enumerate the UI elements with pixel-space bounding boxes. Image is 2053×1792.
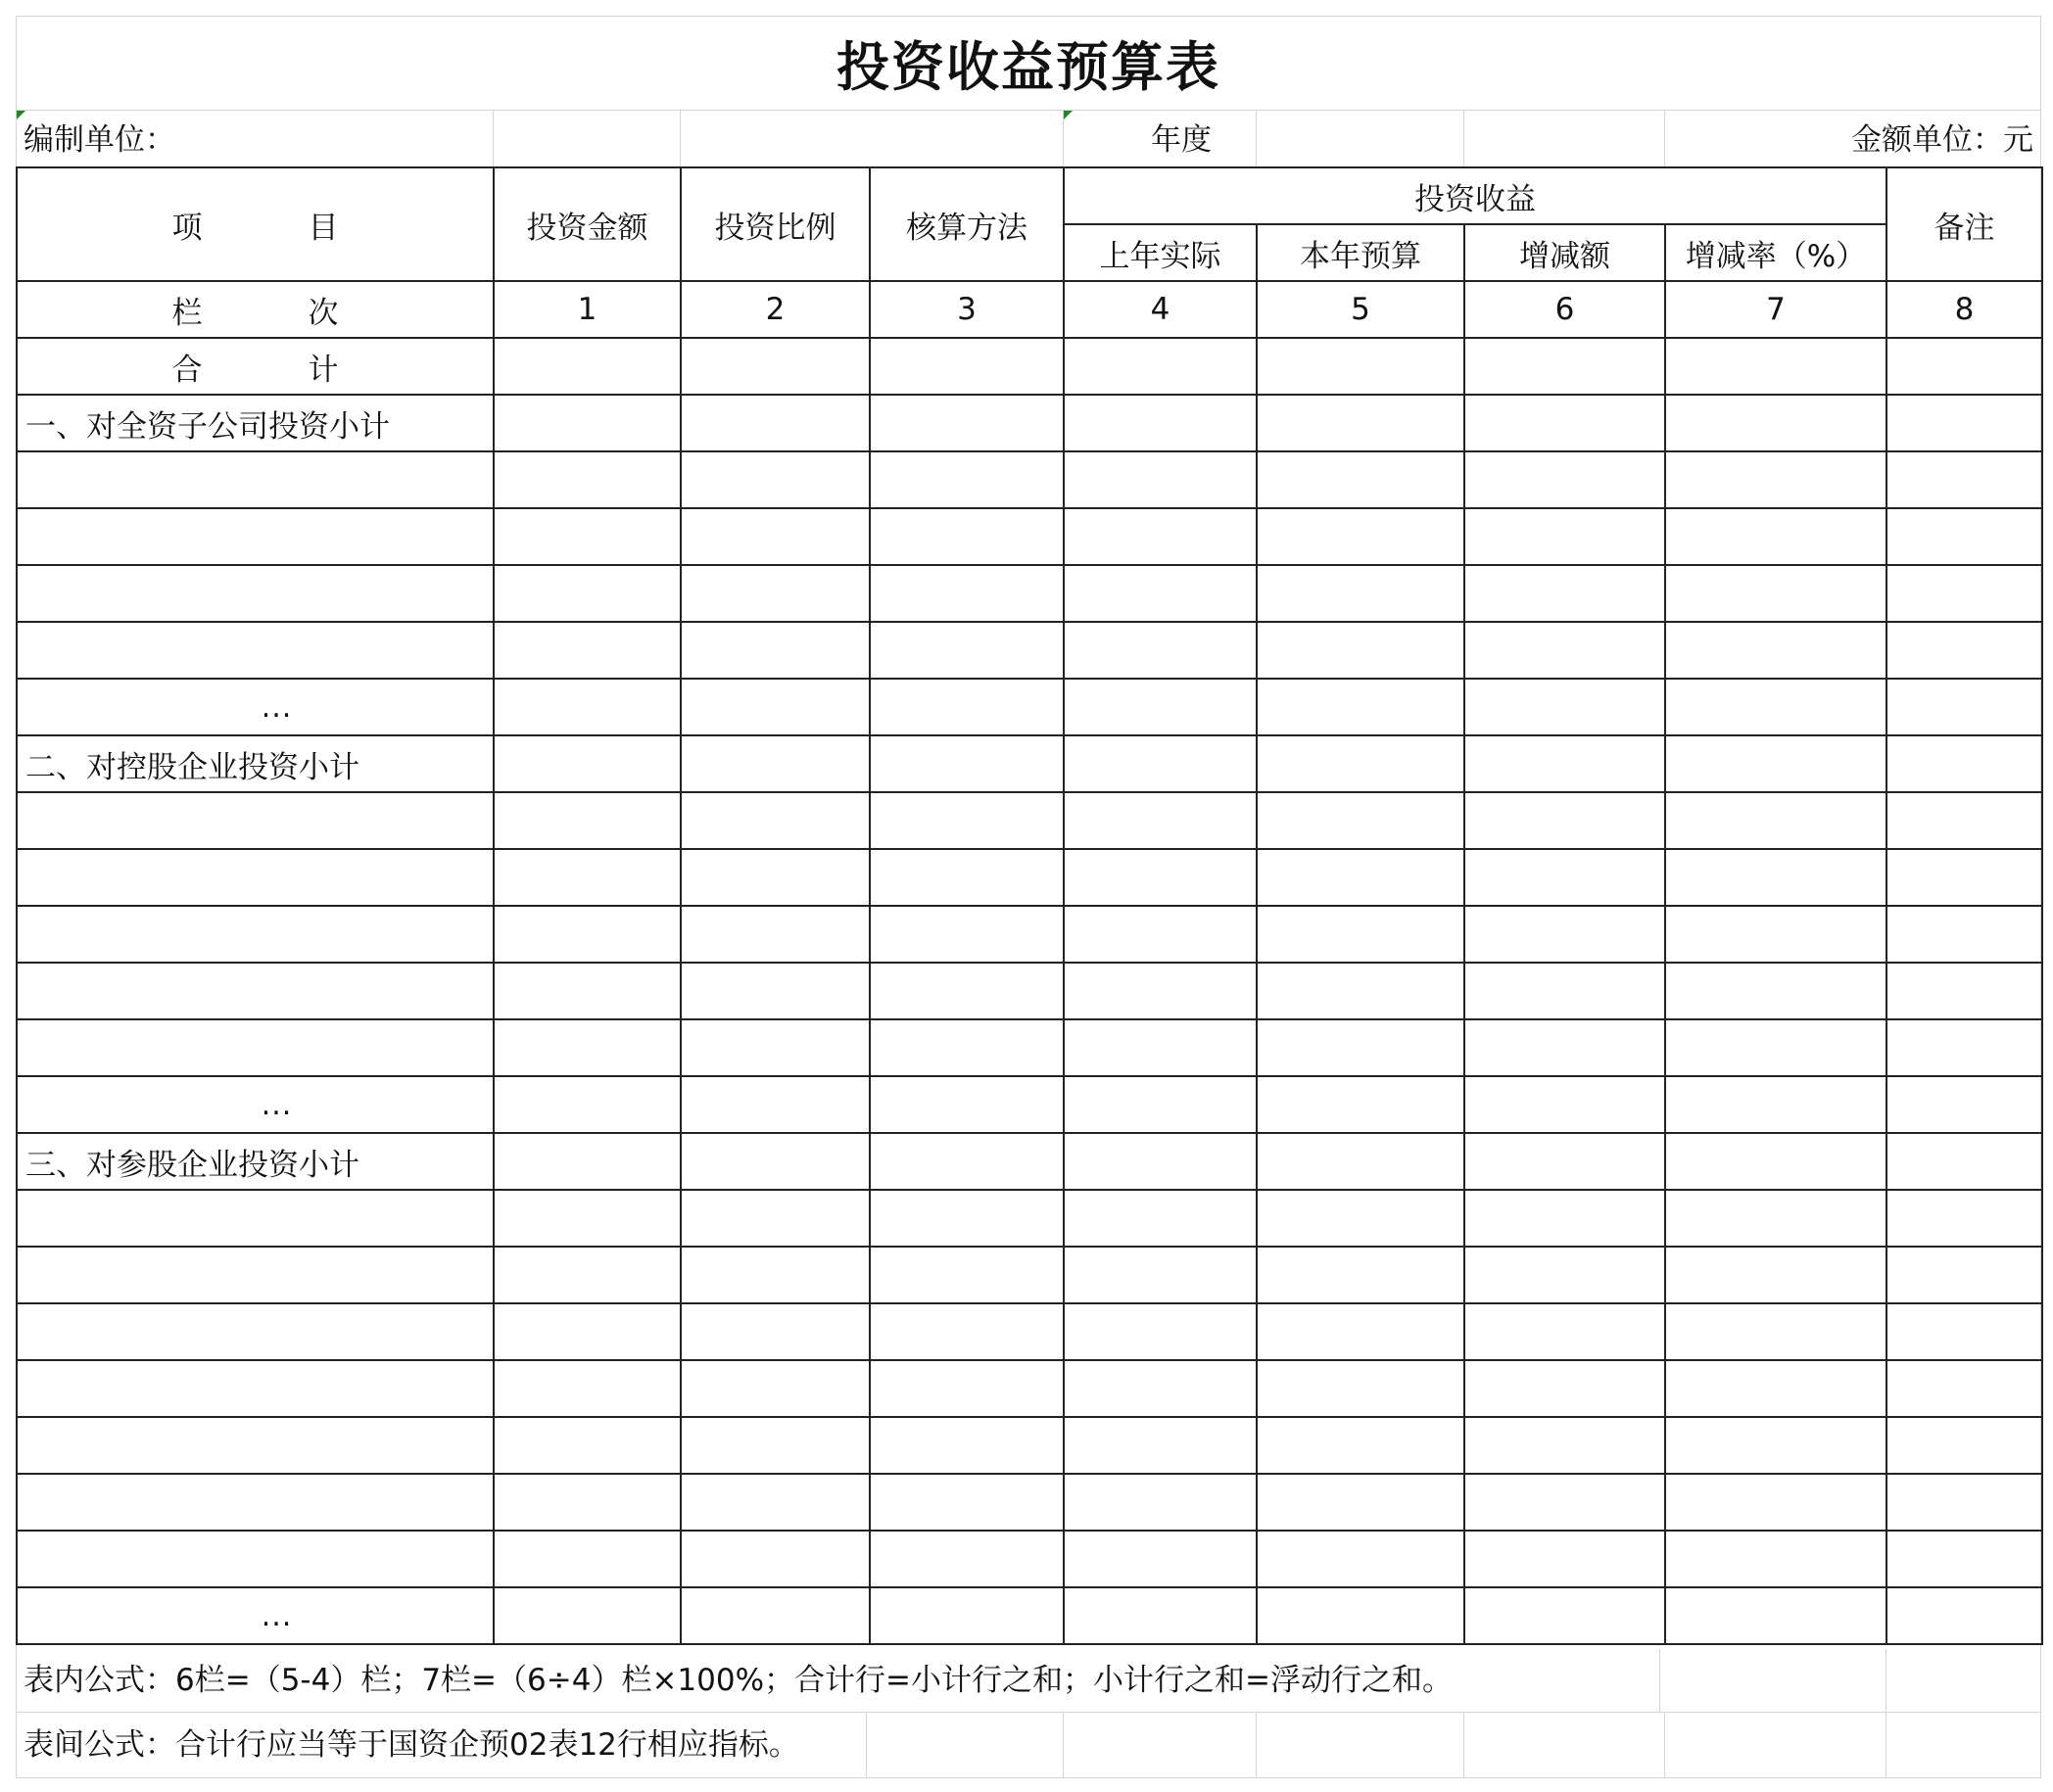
- table-cell[interactable]: [1886, 792, 2042, 849]
- table-cell[interactable]: [1665, 508, 1886, 565]
- table-cell[interactable]: [1464, 1587, 1665, 1644]
- unit-label: 编制单位：: [24, 122, 175, 158]
- section3-blank-rows: [17, 1190, 2042, 1644]
- table-cell[interactable]: [1064, 1417, 1257, 1474]
- table-cell[interactable]: [1064, 679, 1257, 735]
- table-cell[interactable]: [681, 395, 870, 451]
- table-cell[interactable]: [1886, 1587, 2042, 1644]
- table-cell[interactable]: [1886, 849, 2042, 906]
- table-cell[interactable]: [1886, 1019, 2042, 1076]
- column-number: 4: [1064, 281, 1257, 338]
- table-cell[interactable]: [681, 849, 870, 906]
- table-cell[interactable]: [870, 906, 1064, 963]
- table-cell[interactable]: [494, 1587, 681, 1644]
- section-row: [17, 395, 2042, 451]
- table-cell[interactable]: [1665, 679, 1886, 735]
- table-cell[interactable]: [17, 622, 494, 679]
- table-cell[interactable]: [17, 792, 494, 849]
- ellipsis-cell: [17, 679, 494, 735]
- table-cell[interactable]: [494, 1417, 681, 1474]
- table-cell[interactable]: [1886, 1360, 2042, 1417]
- table-cell[interactable]: [1064, 1587, 1257, 1644]
- table-cell[interactable]: [1464, 792, 1665, 849]
- table-cell[interactable]: [17, 906, 494, 963]
- table-cell[interactable]: [870, 1531, 1064, 1587]
- table-cell[interactable]: [1257, 849, 1464, 906]
- table-cell[interactable]: [1464, 849, 1665, 906]
- table-cell[interactable]: [494, 906, 681, 963]
- table-cell[interactable]: [1886, 395, 2042, 451]
- table-cell[interactable]: [681, 679, 870, 735]
- table-row: [17, 565, 2042, 622]
- table-cell[interactable]: [681, 1474, 870, 1531]
- table-cell[interactable]: [870, 451, 1064, 508]
- table-cell[interactable]: [1257, 1474, 1464, 1531]
- table-cell[interactable]: [494, 395, 681, 451]
- ellipsis-row: [17, 679, 2042, 735]
- table-cell[interactable]: [494, 1247, 681, 1303]
- table-cell[interactable]: [17, 508, 494, 565]
- table-header-row: [17, 167, 2042, 224]
- table-cell[interactable]: [1464, 1474, 1665, 1531]
- header-row-top-line: [16, 110, 2041, 111]
- table-cell[interactable]: [494, 1474, 681, 1531]
- table-cell[interactable]: [1665, 338, 1886, 395]
- table-row: [17, 508, 2042, 565]
- table-cell[interactable]: [1464, 451, 1665, 508]
- table-cell[interactable]: [1886, 735, 2042, 792]
- table-cell[interactable]: [1257, 679, 1464, 735]
- table-cell[interactable]: [1257, 1019, 1464, 1076]
- ellipsis: ...: [261, 1599, 293, 1633]
- table-cell[interactable]: [1665, 1587, 1886, 1644]
- footer-grid-line: [1256, 1712, 1257, 1778]
- table-cell[interactable]: [1886, 1303, 2042, 1360]
- table-cell[interactable]: [1064, 451, 1257, 508]
- table-cell[interactable]: [1665, 792, 1886, 849]
- footer-grid-line: [1659, 1649, 1660, 1712]
- table-cell[interactable]: [870, 565, 1064, 622]
- section1-blank-rows: [17, 451, 2042, 735]
- header-grid-line: [1664, 110, 1665, 166]
- table-cell[interactable]: [870, 792, 1064, 849]
- table-cell[interactable]: [494, 849, 681, 906]
- table-row: [17, 792, 2042, 849]
- table-cell[interactable]: [1064, 1303, 1257, 1360]
- table-cell[interactable]: [1257, 395, 1464, 451]
- table-cell[interactable]: [1064, 508, 1257, 565]
- table-cell[interactable]: [681, 1531, 870, 1587]
- table-cell[interactable]: [1464, 1076, 1665, 1133]
- table-cell[interactable]: [17, 1474, 494, 1531]
- table-cell[interactable]: [1257, 1133, 1464, 1190]
- column-number: 8: [1886, 281, 2042, 338]
- table-cell[interactable]: [870, 1474, 1064, 1531]
- table-cell[interactable]: [1257, 451, 1464, 508]
- table-row: [17, 1303, 2042, 1360]
- table-cell[interactable]: [870, 735, 1064, 792]
- table-cell[interactable]: [1464, 1190, 1665, 1247]
- header-grid-line: [1463, 110, 1464, 166]
- table-cell[interactable]: [870, 963, 1064, 1019]
- table-cell[interactable]: [1064, 1531, 1257, 1587]
- table-cell[interactable]: [1464, 679, 1665, 735]
- table-cell[interactable]: [1064, 1360, 1257, 1417]
- column-number-row: [17, 281, 2042, 338]
- ellipsis-cell: [17, 1587, 494, 1644]
- table-cell[interactable]: [17, 1303, 494, 1360]
- table-cell[interactable]: [1064, 622, 1257, 679]
- table-cell[interactable]: [1886, 1531, 2042, 1587]
- table-cell[interactable]: [1257, 792, 1464, 849]
- table-cell[interactable]: [1064, 1019, 1257, 1076]
- table-row: [17, 1474, 2042, 1531]
- table-cell[interactable]: [870, 1190, 1064, 1247]
- table-cell[interactable]: [681, 1019, 870, 1076]
- table-cell[interactable]: [1064, 565, 1257, 622]
- table-cell[interactable]: [1257, 1190, 1464, 1247]
- table-cell[interactable]: [1064, 906, 1257, 963]
- table-cell[interactable]: [1257, 508, 1464, 565]
- col-header-method: 核算方法: [870, 167, 1064, 281]
- table-cell[interactable]: [1257, 338, 1464, 395]
- table-cell[interactable]: [1064, 395, 1257, 451]
- table-row: [17, 963, 2042, 1019]
- table-cell[interactable]: [1886, 1474, 2042, 1531]
- table-cell[interactable]: [1886, 508, 2042, 565]
- table-cell[interactable]: [17, 1417, 494, 1474]
- table-cell[interactable]: [1665, 1133, 1886, 1190]
- table-cell[interactable]: [1665, 1474, 1886, 1531]
- table-cell[interactable]: [1064, 1133, 1257, 1190]
- table-cell[interactable]: [1464, 565, 1665, 622]
- table-cell[interactable]: [1665, 963, 1886, 1019]
- formula-between-note: 表间公式：合计行应当等于国资企预02表12行相应指标。: [24, 1727, 799, 1763]
- table-cell[interactable]: [494, 1360, 681, 1417]
- table-cell[interactable]: [870, 508, 1064, 565]
- table-cell[interactable]: [494, 622, 681, 679]
- table-cell[interactable]: [1464, 338, 1665, 395]
- column-number: 2: [681, 281, 870, 338]
- table-cell[interactable]: [494, 963, 681, 1019]
- col-header-remark: 备注: [1886, 167, 2042, 281]
- table-cell[interactable]: [494, 338, 681, 395]
- table-cell[interactable]: [870, 849, 1064, 906]
- table-cell[interactable]: [1886, 679, 2042, 735]
- header-grid-line: [493, 110, 494, 166]
- section3-label: 三、对参股企业投资小计: [17, 1133, 494, 1190]
- column-number: 1: [494, 281, 681, 338]
- table-cell[interactable]: [870, 1019, 1064, 1076]
- table-cell[interactable]: [1886, 1076, 2042, 1133]
- table-cell[interactable]: [1665, 565, 1886, 622]
- table-cell[interactable]: [681, 1133, 870, 1190]
- table-row: [17, 1019, 2042, 1076]
- table-cell[interactable]: [17, 1531, 494, 1587]
- table-cell[interactable]: [17, 1247, 494, 1303]
- footer-grid-line: [16, 1712, 2041, 1713]
- table-row: [17, 451, 2042, 508]
- table-cell[interactable]: [1886, 1133, 2042, 1190]
- table-cell[interactable]: [1257, 1247, 1464, 1303]
- table-cell[interactable]: [681, 1303, 870, 1360]
- table-cell[interactable]: [1064, 1247, 1257, 1303]
- table-cell[interactable]: [1257, 1303, 1464, 1360]
- table-cell[interactable]: [1064, 735, 1257, 792]
- table-cell[interactable]: [1064, 963, 1257, 1019]
- col-header-last-year: 上年实际: [1064, 224, 1257, 281]
- table-cell[interactable]: [1464, 1417, 1665, 1474]
- table-cell[interactable]: [1257, 622, 1464, 679]
- table-cell[interactable]: [1257, 1360, 1464, 1417]
- col-header-ratio: 投资比例: [681, 167, 870, 281]
- footer-grid-line: [866, 1712, 867, 1778]
- table-cell[interactable]: [681, 1360, 870, 1417]
- table-row: [17, 849, 2042, 906]
- row-index-label: 栏 次: [17, 281, 494, 338]
- table-cell[interactable]: [1665, 622, 1886, 679]
- table-cell[interactable]: [1886, 1417, 2042, 1474]
- column-number: 6: [1464, 281, 1665, 338]
- table-cell[interactable]: [870, 622, 1064, 679]
- table-cell[interactable]: [17, 849, 494, 906]
- table-cell[interactable]: [494, 1190, 681, 1247]
- table-cell[interactable]: [17, 1360, 494, 1417]
- table-cell[interactable]: [870, 1360, 1064, 1417]
- table-cell[interactable]: [1464, 1133, 1665, 1190]
- table-cell[interactable]: [681, 565, 870, 622]
- table-cell[interactable]: [1464, 508, 1665, 565]
- table-cell[interactable]: [494, 679, 681, 735]
- table-cell[interactable]: [1064, 849, 1257, 906]
- table-cell[interactable]: [870, 1133, 1064, 1190]
- footer-grid-line: [1063, 1712, 1064, 1778]
- header-grid-line: [680, 110, 681, 166]
- table-cell[interactable]: [681, 792, 870, 849]
- ellipsis-row: [17, 1076, 2042, 1133]
- table-cell[interactable]: [1886, 338, 2042, 395]
- table-cell[interactable]: [1257, 906, 1464, 963]
- table-cell[interactable]: [870, 395, 1064, 451]
- table-cell[interactable]: [494, 792, 681, 849]
- table-cell[interactable]: [681, 338, 870, 395]
- table-cell[interactable]: [870, 679, 1064, 735]
- table-cell[interactable]: [681, 451, 870, 508]
- col-header-change-rate: 增减率（%）: [1665, 224, 1886, 281]
- table-cell[interactable]: [1257, 1076, 1464, 1133]
- table-cell[interactable]: [681, 622, 870, 679]
- table-cell[interactable]: [1665, 1303, 1886, 1360]
- table-cell[interactable]: [870, 338, 1064, 395]
- table-cell[interactable]: [1665, 735, 1886, 792]
- table-cell[interactable]: [1886, 622, 2042, 679]
- col-header-change: 增减额: [1464, 224, 1665, 281]
- total-label: 合 计: [17, 338, 494, 395]
- ellipsis-row: [17, 1587, 2042, 1644]
- col-header-item: 项 目: [17, 167, 494, 281]
- table-cell[interactable]: [1464, 735, 1665, 792]
- table-cell[interactable]: [17, 565, 494, 622]
- ellipsis-cell: [17, 1076, 494, 1133]
- ellipsis: ...: [261, 1088, 293, 1122]
- table-cell[interactable]: [1464, 1247, 1665, 1303]
- table-cell[interactable]: [1464, 963, 1665, 1019]
- table-cell[interactable]: [1064, 1474, 1257, 1531]
- table-cell[interactable]: [681, 508, 870, 565]
- footer-grid-line: [1463, 1712, 1464, 1778]
- table-row: [17, 1417, 2042, 1474]
- total-row: [17, 338, 2042, 395]
- table-cell[interactable]: [17, 963, 494, 1019]
- table-cell[interactable]: [1886, 1190, 2042, 1247]
- table-row: [17, 1531, 2042, 1587]
- table-cell[interactable]: [1464, 622, 1665, 679]
- table-cell[interactable]: [681, 735, 870, 792]
- table-cell[interactable]: [1464, 1019, 1665, 1076]
- table-cell[interactable]: [1886, 565, 2042, 622]
- formula-inner-note: 表内公式：6栏=（5-4）栏；7栏=（6÷4）栏×100%；合计行=小计行之和；小计行之和=浮动行之和。: [24, 1663, 1453, 1698]
- section2-label: 二、对控股企业投资小计: [17, 735, 494, 792]
- table-cell[interactable]: [681, 1076, 870, 1133]
- footer-grid-line: [1664, 1712, 1665, 1778]
- table-cell[interactable]: [870, 1076, 1064, 1133]
- table-cell[interactable]: [1665, 1531, 1886, 1587]
- table-cell[interactable]: [1886, 1247, 2042, 1303]
- table-cell[interactable]: [1257, 735, 1464, 792]
- table-cell[interactable]: [494, 1133, 681, 1190]
- section-row: [17, 735, 2042, 792]
- table-cell[interactable]: [1665, 1190, 1886, 1247]
- table-cell[interactable]: [681, 1417, 870, 1474]
- table-cell[interactable]: [1464, 1303, 1665, 1360]
- table-cell[interactable]: [681, 1247, 870, 1303]
- column-number: 5: [1257, 281, 1464, 338]
- table-cell[interactable]: [870, 1417, 1064, 1474]
- table-cell[interactable]: [1257, 1531, 1464, 1587]
- table-cell[interactable]: [494, 1531, 681, 1587]
- table-cell[interactable]: [681, 1190, 870, 1247]
- table-cell[interactable]: [1064, 338, 1257, 395]
- table-row: [17, 1360, 2042, 1417]
- table-cell[interactable]: [494, 451, 681, 508]
- table-cell[interactable]: [494, 1303, 681, 1360]
- table-cell[interactable]: [1665, 1417, 1886, 1474]
- table-row: [17, 622, 2042, 679]
- col-header-this-year: 本年预算: [1257, 224, 1464, 281]
- table-cell[interactable]: [870, 1303, 1064, 1360]
- table-cell[interactable]: [1464, 395, 1665, 451]
- table-cell[interactable]: [1257, 1587, 1464, 1644]
- table-cell[interactable]: [1257, 963, 1464, 1019]
- section2-blank-rows: [17, 792, 2042, 1133]
- table-cell[interactable]: [681, 906, 870, 963]
- table-cell[interactable]: [17, 1190, 494, 1247]
- table-cell[interactable]: [1665, 395, 1886, 451]
- section1-label: 一、对全资子公司投资小计: [17, 395, 494, 451]
- table-cell[interactable]: [1665, 1360, 1886, 1417]
- budget-table: [16, 166, 2043, 1645]
- table-cell[interactable]: [1886, 963, 2042, 1019]
- table-cell[interactable]: [681, 1587, 870, 1644]
- table-cell[interactable]: [1665, 906, 1886, 963]
- col-header-income-group: 投资收益: [1064, 167, 1886, 224]
- table-cell[interactable]: [1464, 906, 1665, 963]
- ellipsis: ...: [261, 690, 293, 725]
- table-cell[interactable]: [1665, 451, 1886, 508]
- table-cell[interactable]: [1886, 451, 2042, 508]
- table-cell[interactable]: [494, 1076, 681, 1133]
- table-cell[interactable]: [1665, 1076, 1886, 1133]
- year-label: 年度: [1151, 122, 1212, 158]
- table-cell[interactable]: [1665, 849, 1886, 906]
- table-cell[interactable]: [17, 451, 494, 508]
- table-cell[interactable]: [870, 1247, 1064, 1303]
- col-header-amount: 投资金额: [494, 167, 681, 281]
- table-cell[interactable]: [17, 1019, 494, 1076]
- amount-unit-label: 金额单位：元: [1851, 122, 2033, 158]
- table-cell[interactable]: [494, 735, 681, 792]
- table-cell[interactable]: [1257, 1417, 1464, 1474]
- page-title: 投资收益预算表: [836, 35, 1220, 98]
- table-cell[interactable]: [494, 508, 681, 565]
- table-cell[interactable]: [1464, 1531, 1665, 1587]
- table-cell[interactable]: [1665, 1019, 1886, 1076]
- table-cell[interactable]: [1464, 1360, 1665, 1417]
- table-cell[interactable]: [1257, 565, 1464, 622]
- table-cell[interactable]: [1665, 1247, 1886, 1303]
- table-row: [17, 1247, 2042, 1303]
- table-cell[interactable]: [1064, 1076, 1257, 1133]
- table-row: [17, 906, 2042, 963]
- table-cell[interactable]: [870, 1587, 1064, 1644]
- table-row: [17, 1190, 2042, 1247]
- column-number: 7: [1665, 281, 1886, 338]
- table-cell[interactable]: [494, 1019, 681, 1076]
- table-cell[interactable]: [1064, 792, 1257, 849]
- table-cell[interactable]: [1064, 1190, 1257, 1247]
- table-cell[interactable]: [494, 565, 681, 622]
- table-cell[interactable]: [681, 963, 870, 1019]
- table-cell[interactable]: [1886, 906, 2042, 963]
- section-row: [17, 1133, 2042, 1190]
- column-number: 3: [870, 281, 1064, 338]
